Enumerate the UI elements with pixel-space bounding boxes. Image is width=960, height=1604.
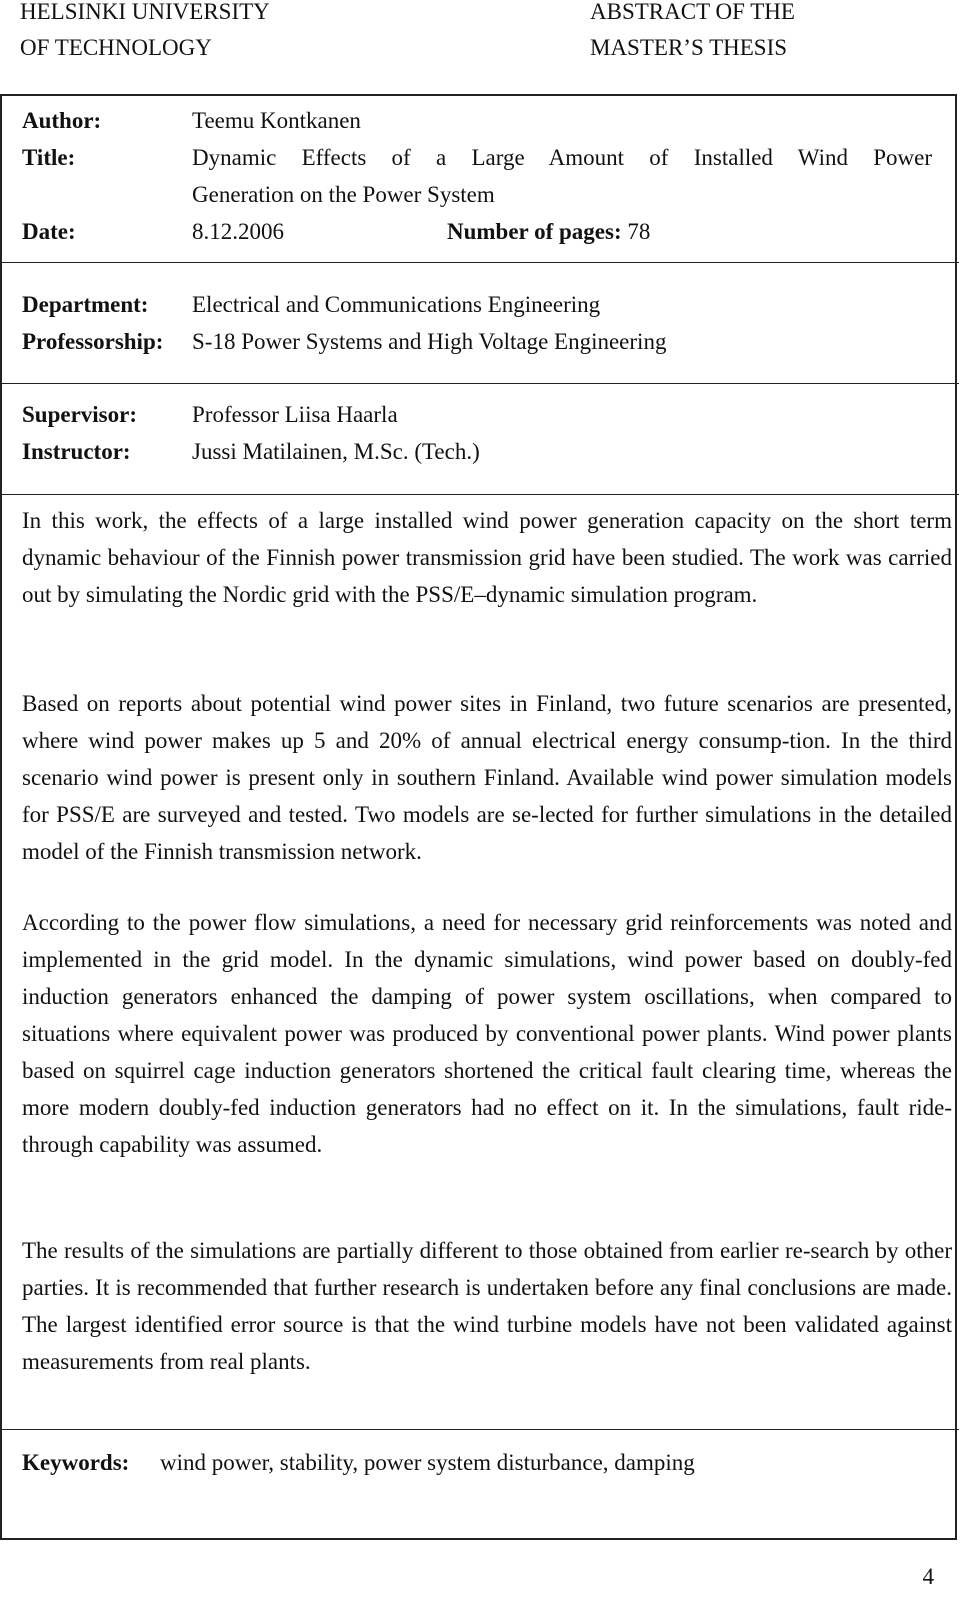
divider-4 [2, 1429, 959, 1430]
instructor-label: Instructor: [22, 439, 131, 464]
date-label: Date: [22, 219, 76, 244]
document-type-line-2: MASTER’S THESIS [590, 35, 788, 60]
document-type [590, 0, 795, 66]
abstract-frame [0, 94, 957, 1540]
keywords-value: wind power, stability, power system disturbance, damping [160, 1450, 695, 1475]
pages-group [447, 213, 650, 250]
supervisor-label: Supervisor: [22, 402, 137, 427]
author-label: Author: [22, 108, 102, 133]
document-type-line-1: ABSTRACT OF THE [590, 0, 795, 24]
abstract-paragraph-1: In this work, the effects of a large installed wind power generation capacity on the short term dynamic behaviour of the Finnish power transmission grid have been studied. The work was carried out by simulating the Nordic grid with the PSS/E–dynamic simulation program. [22, 508, 952, 607]
divider-1 [2, 262, 959, 263]
abstract-paragraph-4: The results of the simulations are partially different to those obtained from earlier re-search by other parties. It is recommended that further research is undertaken before any final conclusions are made. The largest identified error source is that the wind turbine models have not been validated against measurements from real plants. [22, 1238, 952, 1374]
keywords-label: Keywords: [22, 1450, 130, 1475]
professorship-value: S-18 Power Systems and High Voltage Engineering [192, 329, 667, 354]
pages-value: 78 [627, 219, 651, 244]
supervisor-value: Professor Liisa Haarla [192, 402, 398, 427]
professorship-label: Professorship: [22, 329, 164, 354]
title-value-line-1: Dynamic Effects of a Large Amount of Installed Wind Power [192, 145, 932, 170]
title-label: Title: [22, 145, 76, 170]
university-line-1: HELSINKI UNIVERSITY [20, 0, 270, 24]
department-value: Electrical and Communications Engineering [192, 292, 601, 317]
divider-3 [2, 494, 959, 495]
university-line-2: OF TECHNOLOGY [20, 35, 212, 60]
university-name [20, 0, 270, 66]
abstract-paragraph-3: According to the power flow simulations, a need for necessary grid reinforcements was noted and implemented in the grid model. In the dynamic simulations, wind power based on doubly-fed induction generators enhanced the damping of power system oscillations, when compared to situations where equivalent power was produced by conventional power plants. Wind power plants based on squirrel cage induction generators shortened the critical fault clearing time, whereas the more modern doubly-fed induction generators had no effect on it. In the simulations, fault ride-through capability was assumed. [22, 910, 952, 1157]
abstract-paragraph-2: Based on reports about potential wind power sites in Finland, two future scenarios are presented, where wind power makes up 5 and 20% of annual electrical energy consump-tion. In the third scenario wind power is present only in southern Finland. Available wind power simulation models for PSS/E are surveyed and tested. Two models are se-lected for further simulations in the detailed model of the Finnish transmission network. [22, 691, 952, 864]
page-number: 4 [922, 1564, 934, 1589]
author-value: Teemu Kontkanen [192, 108, 361, 133]
pages-label: Number of pages: [447, 219, 622, 244]
instructor-value: Jussi Matilainen, M.Sc. (Tech.) [192, 439, 480, 464]
divider-2 [2, 383, 959, 384]
title-value-line-2: Generation on the Power System [192, 182, 495, 207]
date-value: 8.12.2006 [192, 219, 284, 244]
department-label: Department: [22, 292, 149, 317]
